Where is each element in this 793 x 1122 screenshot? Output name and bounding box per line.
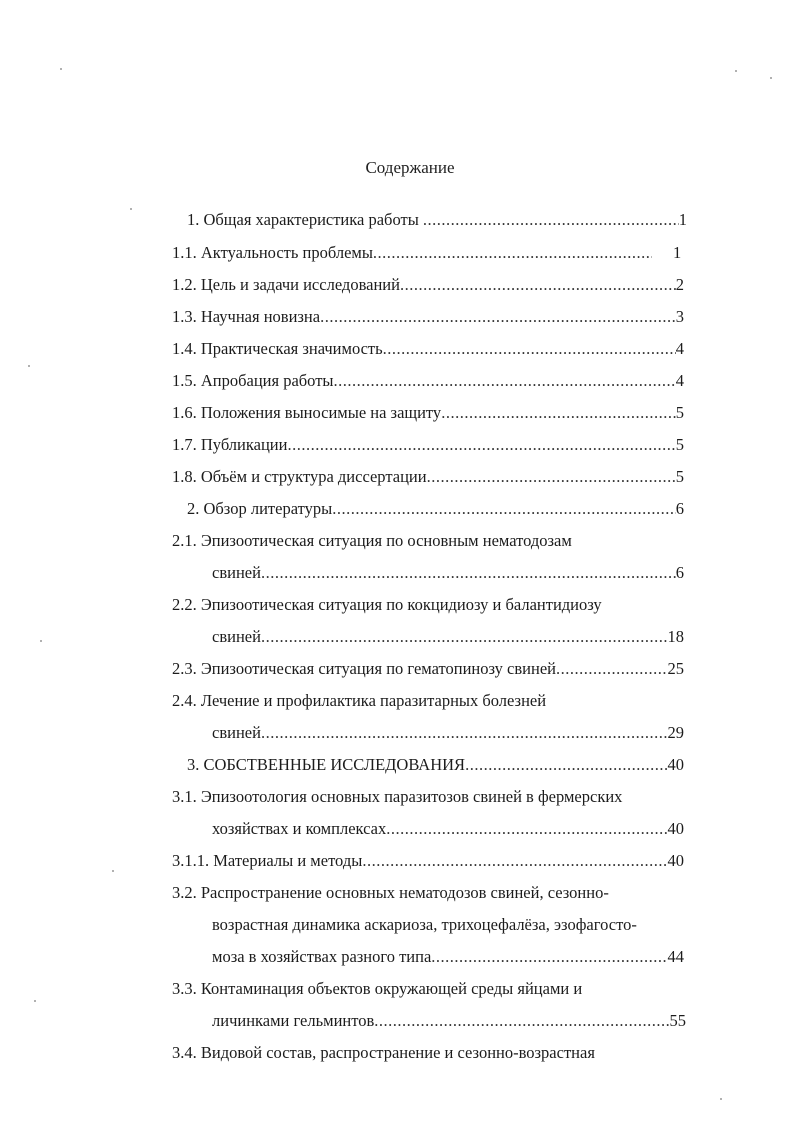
toc-entry-page: 4: [675, 339, 684, 358]
toc-entry-text: Положения выносимые на защиту: [200, 403, 442, 422]
toc-entry-3-3: [172, 979, 582, 1001]
toc-leader-dots: [261, 563, 676, 583]
toc-entry-text: Апробация работы: [200, 371, 334, 390]
toc-entry-number: 1.1.: [172, 243, 197, 262]
toc-entry-text: Эпизоотическая ситуация по гематопинозу свиней: [200, 659, 556, 678]
toc-entry-2-3: [172, 659, 684, 681]
toc-leader-dots: [261, 723, 668, 743]
toc-entry-1-7: [172, 435, 684, 457]
toc-entry-number: 1.7.: [172, 435, 197, 454]
toc-entry-page: 44: [667, 947, 684, 966]
toc-entry-text: Цель и задачи исследований: [200, 275, 400, 294]
toc-entry-text: Контаминация объектов окружающей среды яйцами и: [200, 979, 583, 998]
toc-entry-page: 18: [667, 627, 684, 646]
toc-entry-text-cont: свиней: [212, 723, 261, 742]
toc-entry-3-1-cont: [212, 819, 684, 841]
toc-entry-page: 1: [678, 210, 687, 229]
toc-leader-dots: [386, 819, 667, 839]
toc-entry-text: Распространение основных нематодозов свиней, сезонно-: [200, 883, 609, 902]
toc-entry-1: [187, 210, 687, 232]
toc-entry-number: 2.: [187, 499, 200, 518]
toc-entry-number: 1.6.: [172, 403, 197, 422]
toc-entry-3-1: [172, 787, 622, 809]
toc-entry-number: 3.1.1.: [172, 851, 210, 870]
toc-entry-text: Объём и структура диссертации: [200, 467, 427, 486]
toc-entry-number: 3.3.: [172, 979, 197, 998]
toc-entry-1-5: [172, 371, 684, 393]
toc-entry-3-3-cont: [212, 1011, 686, 1033]
toc-entry-page: 6: [675, 499, 684, 518]
toc-entry-number: 1.: [187, 210, 200, 229]
scan-speck: [34, 1000, 36, 1002]
toc-entry-page: 40: [667, 851, 684, 870]
toc-entry-number: 2.1.: [172, 531, 197, 550]
toc-entry-number: 3.4.: [172, 1043, 197, 1062]
toc-entry-text: Эпизоотическая ситуация по основным нематодозам: [200, 531, 572, 550]
toc-entry-text: Публикации: [200, 435, 288, 454]
toc-entry-page: 55: [669, 1011, 686, 1030]
toc-leader-dots: [556, 659, 668, 679]
toc-leader-dots: [362, 851, 667, 871]
toc-title: Содержание: [365, 158, 455, 177]
toc-entry-number: 2.2.: [172, 595, 197, 614]
toc-entry-text: Общая характеристика работы: [203, 210, 419, 229]
toc-entry-text: СОБСТВЕННЫЕ ИССЛЕДОВАНИЯ: [203, 755, 466, 774]
toc-entry-page: 1: [673, 243, 682, 262]
toc-entry-2-1: [172, 531, 572, 553]
toc-entry-text: Лечение и профилактика паразитарных болезней: [200, 691, 547, 710]
toc-leader-dots: [427, 467, 676, 487]
toc-entry-page: 2: [675, 275, 684, 294]
toc-entry-page: 6: [675, 563, 684, 582]
scan-speck: [28, 365, 30, 367]
toc-entry-1-6: [172, 403, 684, 425]
toc-leader-dots: [383, 339, 676, 359]
scan-speck: [112, 870, 114, 872]
toc-entry-number: 3.1.: [172, 787, 197, 806]
scan-speck: [735, 70, 737, 72]
toc-entry-number: 2.4.: [172, 691, 197, 710]
toc-entry-page: 25: [667, 659, 684, 678]
toc-entry-3-4: [172, 1043, 595, 1065]
toc-entry-page: 3: [675, 307, 684, 326]
toc-entry-3-2-cont-1: возрастная динамика аскариоза, трихоцефалёза, эзофагосто-: [212, 915, 637, 934]
toc-entry-page: 40: [667, 755, 684, 774]
toc-entry-number: 3.2.: [172, 883, 197, 902]
toc-leader-dots: [423, 210, 679, 230]
toc-entry-text-cont: хозяйствах и комплексах: [212, 819, 387, 838]
toc-leader-dots: [441, 403, 676, 423]
toc-entry-text: Научная новизна: [200, 307, 321, 326]
toc-entry-page: 5: [675, 467, 684, 486]
toc-entry-text: Материалы и методы: [213, 851, 363, 870]
toc-entry-2-4-cont: [212, 723, 684, 745]
toc-leader-dots: [374, 1011, 669, 1031]
toc-entry-text-cont: свиней: [212, 563, 261, 582]
toc-entry-1-1: [172, 243, 652, 265]
toc-leader-dots: [431, 947, 667, 967]
toc-entry-number: 1.2.: [172, 275, 197, 294]
toc-entry-number: 1.4.: [172, 339, 197, 358]
toc-entry-page: 5: [675, 403, 684, 422]
toc-entry-text: Актуальность проблемы: [200, 243, 373, 262]
toc-entry-3-1-1: [172, 851, 684, 873]
toc-leader-dots: [332, 499, 676, 519]
toc-entry-text: Практическая значимость: [200, 339, 383, 358]
toc-entry-2-2: [172, 595, 602, 617]
toc-entry-text-cont: моза в хозяйствах разного типа: [212, 947, 432, 966]
toc-entry-text-cont: свиней: [212, 627, 261, 646]
toc-entry-text: Видовой состав, распространение и сезонно-возрастная: [200, 1043, 595, 1062]
toc-entry-3-2: [172, 883, 609, 905]
toc-entry-page: 40: [667, 819, 684, 838]
toc-leader-dots: [334, 371, 676, 391]
toc-leader-dots: [261, 627, 668, 647]
scan-speck: [40, 640, 42, 642]
toc-entry-1-2: [172, 275, 684, 297]
toc-entry-3-2-cont-2: [212, 947, 684, 969]
toc-entry-number: 1.5.: [172, 371, 197, 390]
toc-entry-3: [187, 755, 684, 777]
toc-entry-text: Эпизоотическая ситуация по кокцидиозу и балантидиозу: [200, 595, 602, 614]
toc-entry-1-4: [172, 339, 684, 361]
toc-entry-number: 1.3.: [172, 307, 197, 326]
toc-entry-2-2-cont: [212, 627, 684, 649]
toc-entry-2: [187, 499, 684, 521]
toc-entry-page: 4: [675, 371, 684, 390]
toc-entry-text: Обзор литературы: [203, 499, 333, 518]
toc-leader-dots: [287, 435, 675, 455]
toc-entry-text: Эпизоотология основных паразитозов свиней в фермерских: [200, 787, 623, 806]
toc-entry-1-3: [172, 307, 684, 329]
toc-leader-dots: [465, 755, 667, 775]
toc-entry-page: 5: [675, 435, 684, 454]
scan-speck: [770, 77, 772, 79]
toc-entry-number: 1.8.: [172, 467, 197, 486]
toc-entry-number: 3.: [187, 755, 200, 774]
toc-leader-dots: [400, 275, 676, 295]
scan-speck: [720, 1098, 722, 1100]
toc-entry-number: 2.3.: [172, 659, 197, 678]
toc-entry-2-4: [172, 691, 546, 713]
toc-entry-page: 29: [667, 723, 684, 742]
scan-speck: [130, 208, 132, 210]
toc-leader-dots: [373, 243, 652, 263]
toc-entry-text-cont: личинками гельминтов: [212, 1011, 375, 1030]
toc-entry-1-8: [172, 467, 684, 489]
scan-speck: [60, 68, 62, 70]
toc-entry-2-1-cont: [212, 563, 684, 585]
toc-leader-dots: [320, 307, 676, 327]
